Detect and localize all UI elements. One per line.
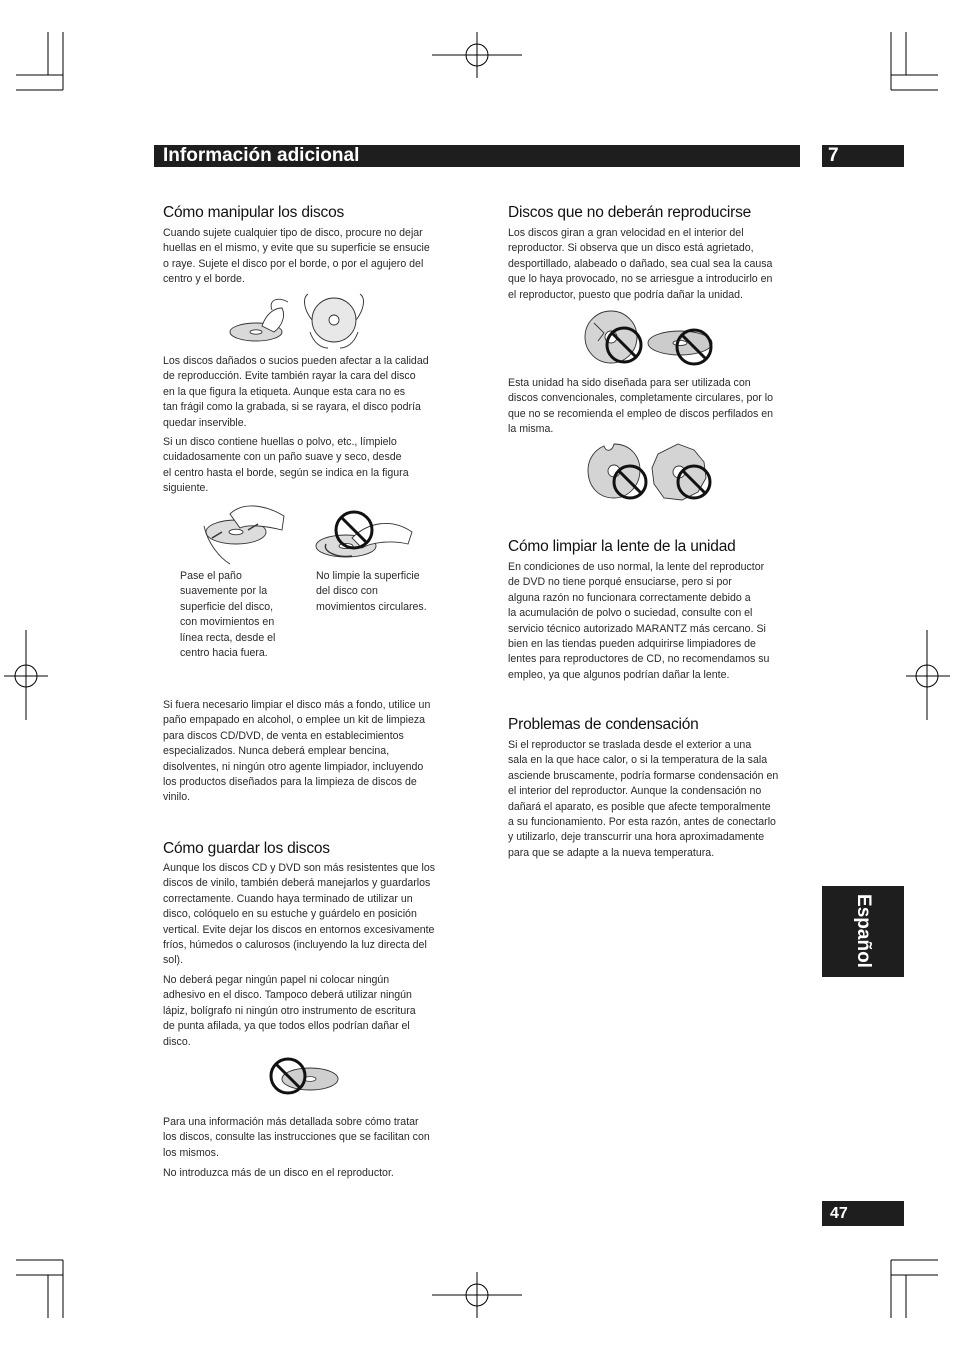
text-line: vinilo. xyxy=(163,791,191,804)
text-line: servicio técnico autorizado MARANTZ más cercano. Si xyxy=(508,622,766,635)
paragraph xyxy=(163,973,416,1050)
text-line: dañará el aparato, es posible que afecte temporalmente xyxy=(508,800,771,813)
text-line: disco, colóquelo en su estuche y guárdelo en posición xyxy=(163,908,417,921)
paragraph xyxy=(163,354,429,431)
text-line: con movimientos en xyxy=(180,616,275,629)
text-line: los discos, consulte las instrucciones que se facilitan con xyxy=(163,1131,430,1144)
heading-discs-not-to-play: Discos que no deberán reproducirse xyxy=(508,204,752,221)
chapter-number: 7 xyxy=(828,145,839,166)
text-line: reproductor. Si observa que un disco está agrietado, xyxy=(508,242,754,255)
no-sticker-disc-illustration xyxy=(266,1055,342,1099)
text-line: o raye. Sujete el disco por el borde, o por el agujero del xyxy=(163,257,424,270)
text-line: No limpie la superficie xyxy=(316,570,420,582)
shaped-discs-illustration xyxy=(586,442,714,502)
paragraph xyxy=(163,698,430,806)
caption-wipe-straight xyxy=(180,569,275,661)
text-line: sol). xyxy=(163,954,184,967)
text-line: que lo haya provocado, no se arriesgue a introducirlo en xyxy=(508,273,773,286)
text-line: lentes para reproductores de CD, no recomendamos su xyxy=(508,653,770,666)
text-line: empleo, ya que algunos podrían dañar la lente. xyxy=(508,668,730,681)
text-line: Aunque los discos CD y DVD son más resistentes que los xyxy=(163,862,436,874)
text-line: bien en las tiendas pueden adquirirse limpiadores de xyxy=(508,638,756,651)
chapter-number-box xyxy=(822,145,904,167)
text-line: la acumulación de polvo o suciedad, consulte con el xyxy=(508,607,753,620)
text-line: correctamente. Cuando haya terminado de utilizar un xyxy=(163,892,413,905)
text-line: discos de vinilo, también deberá manejarlos y guardarlos xyxy=(163,877,431,890)
page-number: 47 xyxy=(830,1205,848,1222)
text-line: fríos, húmedos o calurosos (incluyendo la luz directa del xyxy=(163,939,427,952)
text-line: línea recta, desde el xyxy=(180,631,276,644)
text-line: centro hacia fuera. xyxy=(180,647,268,660)
chapter-header-bar xyxy=(154,145,800,167)
text-line: desportillado, alabeado o dañado, sea cual sea la causa xyxy=(508,257,773,270)
text-line: paño empapado en alcohol, o emplee un kit de limpieza xyxy=(163,714,426,727)
text-line: movimientos circulares. xyxy=(316,600,427,613)
no-circular-wipe-illustration xyxy=(312,508,416,568)
text-line: suavemente por la xyxy=(180,585,268,598)
text-line: que no se recomienda el empleo de discos perfilados en xyxy=(508,407,774,420)
text-line: tan frágil como la grabada, si se rayara, el disco podría xyxy=(163,401,421,414)
text-line: huellas en el mismo, y evite que su superficie se ensucie xyxy=(163,242,430,255)
heading-condensation: Problemas de condensación xyxy=(508,716,699,733)
page-number-box xyxy=(822,1201,904,1226)
text-line: centro y el borde. xyxy=(163,273,245,286)
text-line: vertical. Evite dejar los discos en entornos excesivamente xyxy=(163,923,435,936)
language-tab xyxy=(822,886,904,977)
text-line: Los discos dañados o sucios pueden afectar a la calidad xyxy=(163,355,429,367)
paragraph xyxy=(163,226,430,288)
text-line: el centro hasta el borde, según se indica en la figura xyxy=(163,466,409,479)
heading-lens-cleaning: Cómo limpiar la lente de la unidad xyxy=(508,538,736,555)
text-line: siguiente. xyxy=(163,482,209,495)
paragraph xyxy=(508,226,772,303)
paragraph xyxy=(163,1166,394,1181)
text-line: Si un disco contiene huellas o polvo, etc., límpielo xyxy=(163,436,397,448)
chapter-title: Información adicional xyxy=(163,145,360,166)
text-line: superficie del disco, xyxy=(180,600,274,613)
heading-handling-discs: Cómo manipular los discos xyxy=(163,204,345,221)
paragraph xyxy=(508,738,778,861)
text-line: Si fuera necesario limpiar el disco más a fondo, utilice un xyxy=(163,699,431,711)
text-line: No deberá pegar ningún papel ni colocar ningún xyxy=(163,974,390,986)
text-line: la misma. xyxy=(508,423,554,436)
paragraph xyxy=(163,435,409,497)
text-line: Esta unidad ha sido diseñada para ser utilizada con xyxy=(508,377,751,389)
text-line: y utilizarlo, deje transcurrir una hora aproximadamente xyxy=(508,831,765,844)
text-line: asciende bruscamente, podría formarse condensación en xyxy=(508,769,779,782)
text-line: de punta afilada, ya que todos ellos podrían dañar el xyxy=(163,1020,410,1033)
paragraph xyxy=(163,861,435,969)
text-line: del disco con xyxy=(316,585,378,598)
caption-no-circular xyxy=(316,569,427,615)
text-line: No introduzca más de un disco en el reproductor. xyxy=(163,1167,394,1179)
text-line: sala en la que hace calor, o si la temperatura de la sala xyxy=(508,754,768,767)
text-line: En condiciones de uso normal, la lente del reproductor xyxy=(508,561,765,573)
text-line: disco. xyxy=(163,1035,191,1048)
heading-storing-discs: Cómo guardar los discos xyxy=(163,840,330,857)
text-line: los mismos. xyxy=(163,1146,219,1159)
text-line: de DVD no tiene porqué ensuciarse, pero si por xyxy=(508,576,732,589)
text-line: quedar inservible. xyxy=(163,416,247,429)
text-line: Pase el paño xyxy=(180,570,242,582)
text-line: para discos CD/DVD, de venta en establecimientos xyxy=(163,729,404,742)
language-label: Español xyxy=(853,894,874,968)
text-line: los productos diseñados para la limpieza de discos de xyxy=(163,776,417,789)
wipe-straight-illustration xyxy=(200,500,290,568)
text-line: discos convencionales, completamente circulares, por lo xyxy=(508,392,773,405)
text-line: Cuando sujete cualquier tipo de disco, procure no dejar xyxy=(163,227,423,239)
text-line: cuidadosamente con un paño suave y seco, desde xyxy=(163,451,402,464)
text-line: alguna razón no funcionara correctamente debido a xyxy=(508,591,751,604)
text-line: especializados. Nunca deberá emplear bencina, xyxy=(163,745,390,758)
paragraph xyxy=(508,560,769,683)
paragraph xyxy=(163,1115,430,1161)
text-line: Para una información más detallada sobre cómo tratar xyxy=(163,1116,419,1128)
text-line: el interior del reproductor. Aunque la condensación no xyxy=(508,785,762,798)
damaged-discs-illustration xyxy=(584,309,718,367)
text-line: de reproducción. Evite también rayar la cara del disco xyxy=(163,370,416,383)
text-line: a su funcionamiento. Por esta razón, antes de conectarlo xyxy=(508,816,776,829)
text-line: Los discos giran a gran velocidad en el interior del xyxy=(508,227,744,239)
text-line: disolventes, ni ningún otro agente limpiador, incluyendo xyxy=(163,760,424,773)
text-line: lápiz, bolígrafo ni ningún otro instrumento de escritura xyxy=(163,1004,416,1017)
text-line: para que se adapte a la nueva temperatura. xyxy=(508,846,715,859)
text-line: adhesivo en el disco. Tampoco deberá utilizar ningún xyxy=(163,989,412,1002)
text-line: Si el reproductor se traslada desde el exterior a una xyxy=(508,739,752,751)
paragraph xyxy=(508,376,773,438)
disc-handling-illustration xyxy=(222,292,382,350)
text-line: el reproductor, puesto que podría dañar la unidad. xyxy=(508,288,743,301)
text-line: en la que figura la etiqueta. Aunque esta cara no es xyxy=(163,385,406,398)
